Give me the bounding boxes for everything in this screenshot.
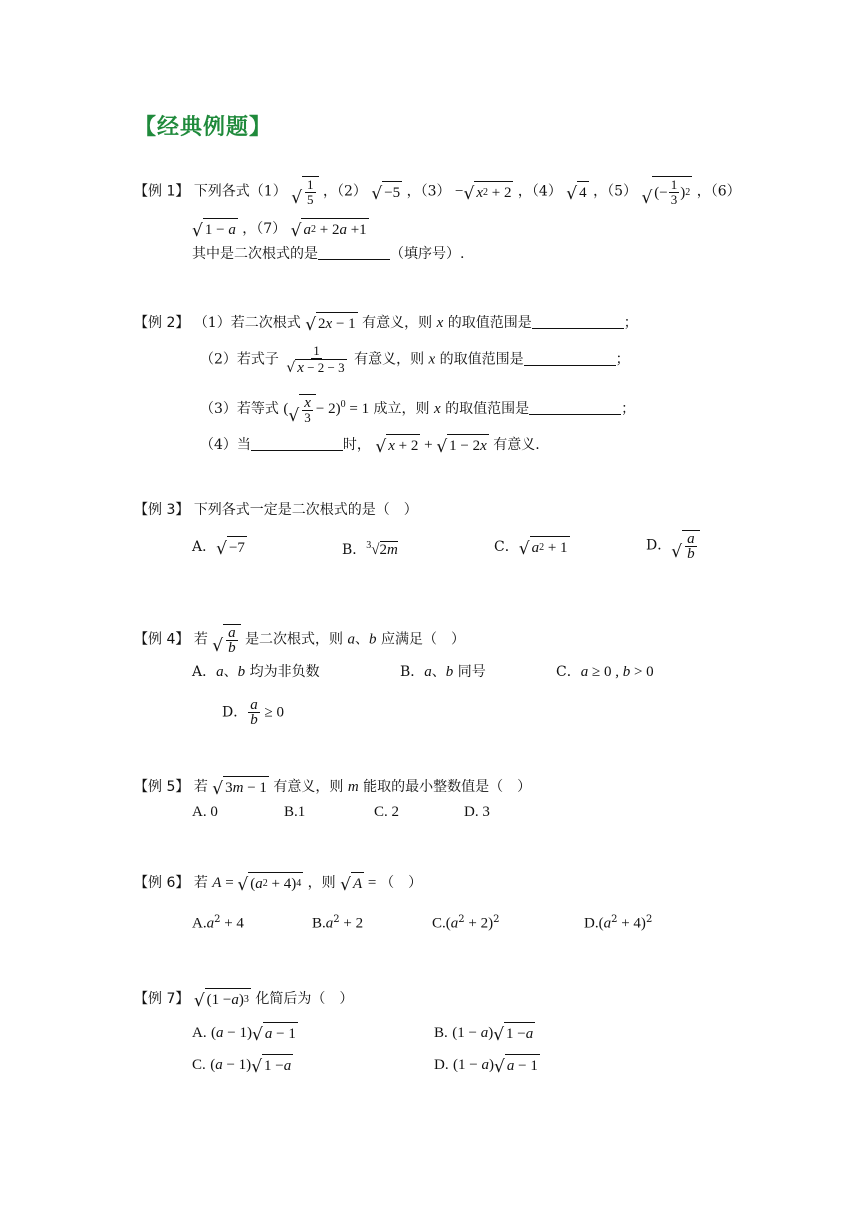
example-2-text: （2）若式子 — [200, 351, 279, 368]
example-6-text: ，则 — [307, 875, 336, 891]
example-1-text: ，（3） — [406, 183, 451, 200]
example-5-stem: 【例 5】 若 √ 3 m − 1 有意义，则 m 能取的最小整数值是（ ） — [134, 776, 531, 798]
example-4-option-b[interactable]: B．a、b 同号 — [400, 664, 486, 680]
formula-sqrt-1-2x: √ 1 − 2 x — [436, 434, 488, 456]
example-1-text: （填序号）. — [390, 246, 465, 262]
formula-sqrt-x-2: √ x + 2 — [375, 434, 420, 456]
example-5-option-b[interactable]: B.1 — [284, 804, 306, 820]
example-2-text: 的取值范围是 — [445, 400, 530, 417]
example-3-option-a[interactable]: A． √ −7 — [192, 536, 247, 558]
option-label: D. — [584, 915, 599, 932]
example-2-text: 时， — [342, 437, 371, 453]
option-label: D. — [434, 1057, 449, 1073]
formula-sqrt-neg5: √ −5 — [371, 181, 402, 203]
example-6-option-c[interactable]: $C.(a^2 + 2)^2$ — [432, 914, 500, 932]
example-2-text: 有意义，则 — [354, 351, 425, 368]
example-2-line-1: 【例 2】 （1）若二次根式 √ 2 x − 1 有意义，则 x 的取值范围是 ； — [134, 312, 638, 334]
example-2-text: （4）当 — [200, 437, 251, 453]
example-1-text: ，（6） — [696, 183, 741, 200]
example-3-option-b[interactable]: B．$^3$√2m — [342, 540, 398, 558]
example-4-text: 若 — [193, 631, 208, 648]
formula-sqrt-2x-1: √ 2 x − 1 — [305, 312, 357, 334]
example-5-text: 若 — [193, 779, 208, 795]
example-6-option-a[interactable]: $A.a^2 + 4$ — [192, 914, 244, 932]
formula-sqrt-4: √ 4 — [566, 181, 588, 203]
example-1-line-3 — [192, 244, 464, 264]
formula-frac-1-sqrt: 1 √ x − 2 − 3 — [286, 343, 345, 377]
formula-sqrt-1-a: √ 1 − a — [192, 218, 238, 240]
formula-sqrt-1-5: √ $\frac{1}{5}$ — [291, 176, 318, 207]
example-3-option-c[interactable]: C． √ a 2 + 1 — [494, 536, 570, 558]
option-label: C. — [432, 915, 446, 932]
formula-sqrt-a2-2a-1: √ a 2 + 2 a +1 — [291, 218, 369, 240]
example-7-tag: 【例 7】 — [134, 991, 190, 1007]
option-label: C. — [192, 1057, 206, 1073]
example-2-tag: 【例 2】 — [134, 315, 190, 331]
example-6-text: （ ） — [380, 875, 423, 891]
example-2-text: ； — [621, 400, 636, 417]
option-label: A． — [192, 664, 217, 680]
example-4-text: 应满足（ ） — [380, 631, 465, 648]
option-label: B． — [342, 542, 367, 558]
example-2-line-3: （3）若等式 ( √ $\frac{x}{3}$ − 2)$^0$ = 1 成立，则 x 的取值范围是 ； — [200, 395, 636, 426]
option-label: A． — [192, 539, 217, 555]
formula-equation: ( √ $\frac{x}{3}$ − 2)$^0$ = 1 — [283, 395, 370, 426]
example-1-line-1: 【例 1】 下列各式（1） √ $\frac{1}{5}$ ，（2） √ −5 ，（3） − √ x 2 + 2 ，（4） √ 4 ，（5） √ (− $\frac{1}{3}$ ) 2 ，（6） — [134, 177, 741, 208]
example-1-text: ，（5） — [593, 183, 637, 200]
example-5-text: 能取的最小整数值是（ ） — [363, 779, 532, 795]
example-2-text: 的取值范围是 — [447, 315, 532, 331]
example-5-option-c[interactable]: C. 2 — [374, 804, 400, 820]
formula-sqrt-neg-third-squared: √ (− $\frac{1}{3}$ ) 2 — [641, 177, 691, 208]
section-title: 【经典例题】 — [134, 115, 273, 140]
example-2-text: 有意义. — [493, 437, 540, 453]
example-2-text: 有意义，则 — [362, 315, 433, 331]
answer-blank[interactable] — [318, 245, 390, 260]
example-6-stem: 【例 6】 若 A = √ ( a 2 + 4) 4 ，则 √ A = （ ） — [134, 872, 422, 894]
example-6-text: 若 — [193, 875, 208, 891]
example-4-option-c[interactable]: C．a ≥ 0 , b > 0 — [556, 664, 654, 680]
option-label: B. — [434, 1025, 448, 1041]
example-2-line-4: （4）当 时， √ x + 2 + √ 1 − 2 x 有意义. — [200, 434, 540, 456]
example-6-option-b[interactable]: $B.a^2 + 2$ — [312, 914, 364, 932]
example-4-option-d[interactable]: D． $\frac{a}{b}$ ≥ 0 — [222, 697, 284, 728]
example-1-text: ，（7） — [242, 221, 287, 237]
example-3-tag: 【例 3】 — [134, 502, 190, 518]
example-1-text: 下列各式（1） — [193, 183, 287, 200]
example-4-option-a[interactable]: A．a、b 均为非负数 — [192, 664, 320, 680]
answer-blank[interactable] — [532, 314, 624, 329]
option-label: B. — [312, 915, 326, 932]
example-1-line-2 — [192, 218, 369, 240]
example-1-text: ，（2） — [322, 183, 367, 200]
example-3-option-d[interactable]: D． √ $\frac{a}{b}$ — [646, 530, 700, 561]
example-7-option-d[interactable]: D. (1 − a) √ a − 1 — [434, 1054, 540, 1076]
example-6-tag: 【例 6】 — [134, 875, 190, 891]
example-2-line-2: （2）若式子 1 √ x − 2 − 3 有意义，则 x 的取值范围是 ； — [200, 343, 630, 377]
option-label: B． — [400, 664, 425, 680]
example-3-stem — [134, 500, 418, 520]
example-2-text: 成立，则 — [373, 400, 430, 417]
example-3-text: 下列各式一定是二次根式的是（ ） — [193, 502, 418, 518]
example-4-text: 是二次根式，则 — [245, 631, 344, 648]
example-1-tag: 【例 1】 — [134, 183, 190, 200]
example-5-option-a[interactable]: A. 0 — [192, 804, 218, 820]
example-2-text: （3）若等式 — [200, 400, 279, 417]
example-6-option-d[interactable]: $D.(a^2 + 4)^2$ — [584, 914, 653, 932]
example-1-text: 其中是二次根式的是 — [192, 246, 318, 262]
example-2-text: ； — [615, 351, 630, 368]
option-label: D． — [222, 704, 248, 721]
example-1-text: ，（4） — [517, 183, 562, 200]
example-5-option-d[interactable]: D. 3 — [464, 804, 490, 820]
answer-blank[interactable] — [251, 436, 343, 451]
answer-blank[interactable] — [524, 351, 616, 366]
option-label: C． — [556, 664, 581, 680]
example-7-option-c[interactable]: C. (a − 1) √ 1 − a — [192, 1054, 293, 1076]
option-label: A. — [192, 1025, 207, 1041]
example-5-tag: 【例 5】 — [134, 779, 190, 795]
option-label: D． — [646, 537, 672, 554]
option-label: C． — [494, 539, 519, 555]
example-2-text: 的取值范围是 — [439, 351, 524, 368]
example-7-option-a[interactable]: A. (a − 1) √ a − 1 — [192, 1022, 298, 1044]
option-text: 均为非负数 — [249, 664, 320, 680]
example-2-text: （1）若二次根式 — [193, 315, 301, 331]
example-7-text: 化简后为（ ） — [255, 991, 354, 1007]
example-2-text: ； — [623, 315, 638, 331]
option-text: 同号 — [457, 664, 486, 680]
example-5-text: 有意义，则 — [273, 779, 344, 795]
example-4-stem: 【例 4】 若 √ $\frac{a}{b}$ 是二次根式，则 a、b 应满足（ ） — [134, 625, 465, 656]
option-label: A. — [192, 915, 207, 932]
formula-neg-sqrt-x2-2: √ x 2 + 2 — [463, 181, 513, 203]
example-7-stem: 【例 7】 √ (1 − a ) 3 化简后为（ ） — [134, 988, 353, 1010]
example-4-tag: 【例 4】 — [134, 631, 190, 648]
example-7-option-b[interactable]: B. (1 − a) √ 1 − a — [434, 1022, 535, 1044]
answer-blank[interactable] — [529, 400, 621, 415]
